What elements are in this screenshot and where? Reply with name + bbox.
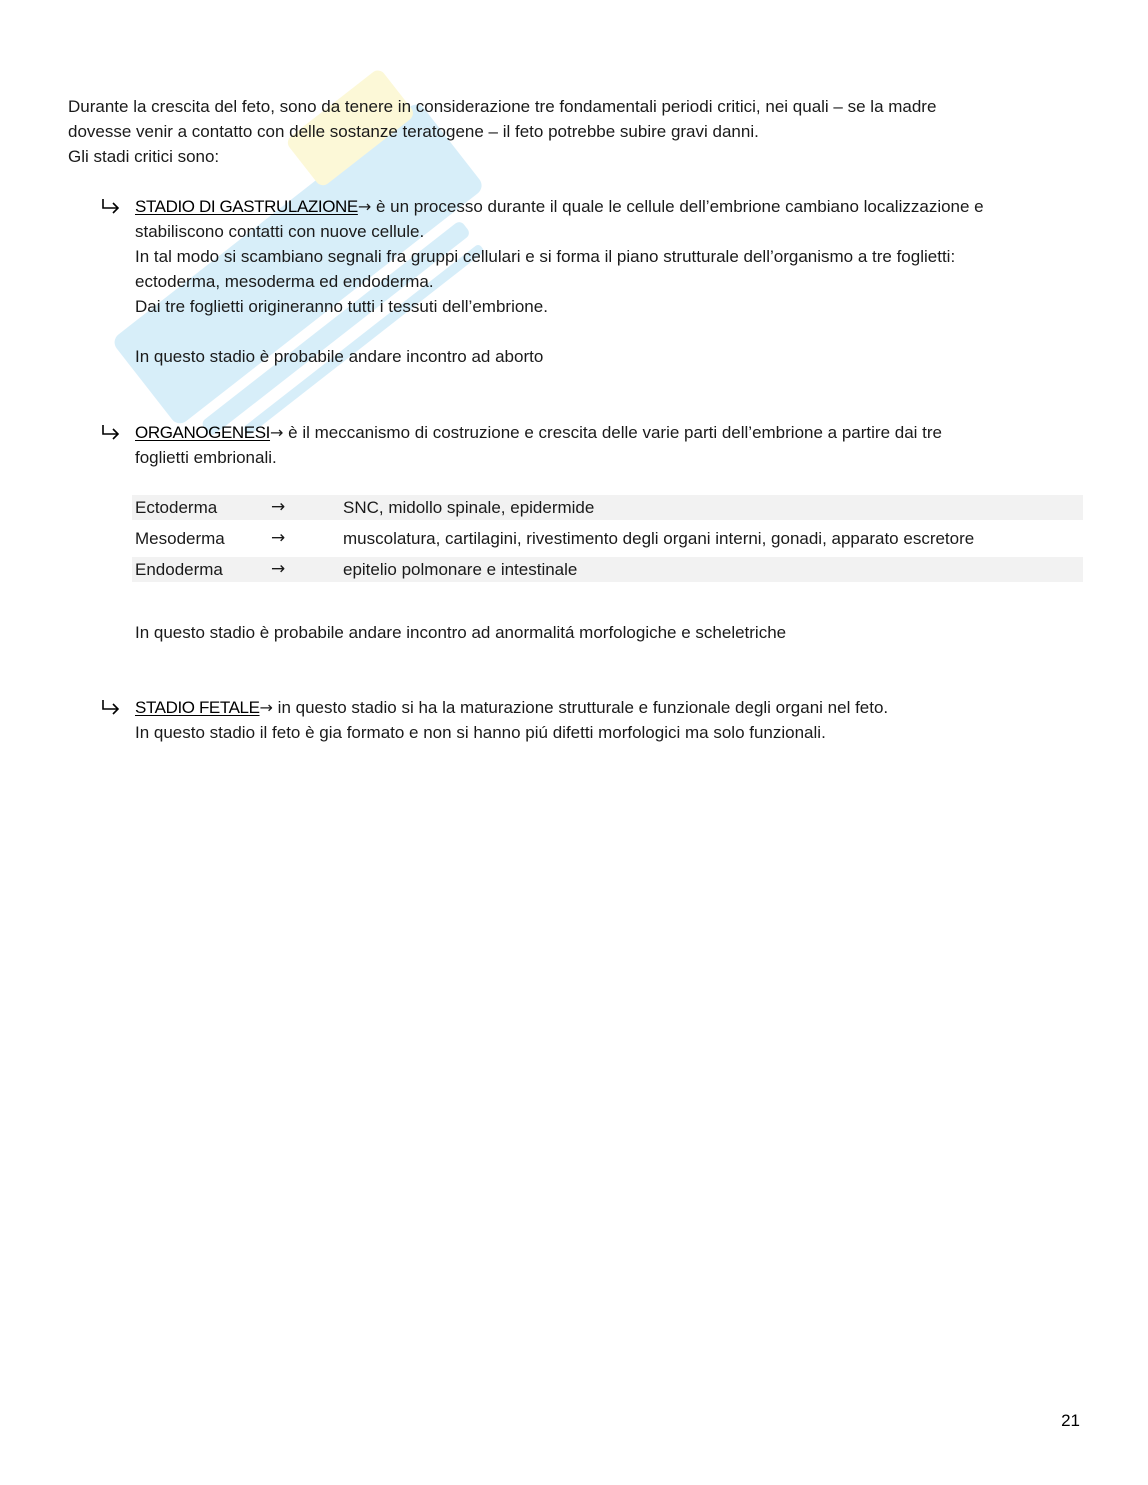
hook-arrow-icon	[96, 695, 126, 720]
section-conclusion: In questo stadio è probabile andare incontro ad anormalitá morfologiche e scheletriche	[135, 623, 787, 642]
section-heading: STADIO DI GASTRULAZIONE	[135, 197, 358, 216]
layer-derivatives: SNC, midollo spinale, epidermide	[340, 495, 1083, 520]
hook-arrow-icon	[96, 420, 126, 445]
right-arrow-icon: →	[271, 528, 286, 548]
section-line: foglietti embrionali.	[135, 448, 277, 467]
table-row	[132, 557, 1083, 582]
section-organogenesi	[96, 420, 1086, 470]
right-arrow-icon: →	[357, 197, 372, 216]
germ-layer-table	[132, 495, 1083, 582]
section-line: stabiliscono contatti con nuove cellule.	[135, 222, 425, 241]
layer-name: Endoderma	[132, 557, 268, 582]
right-arrow-icon: →	[268, 557, 340, 582]
section-line: è un processo durante il quale le cellule dell’embrione cambiano localizzazione e	[371, 197, 984, 216]
layer-name: Ectoderma	[132, 495, 268, 520]
section-line: Dai tre foglietti origineranno tutti i tessuti dell’embrione.	[135, 297, 548, 316]
section-text	[135, 420, 1086, 445]
table-row	[132, 495, 1083, 520]
intro-line: Gli stadi critici sono:	[68, 147, 220, 166]
right-arrow-icon: →	[259, 698, 273, 717]
hook-arrow-icon	[96, 194, 126, 219]
section-heading: ORGANOGENESI	[135, 423, 271, 442]
layer-derivatives: epitelio polmonare e intestinale	[340, 557, 1083, 582]
table-row	[132, 520, 1083, 557]
section-line: è il meccanismo di costruzione e crescita delle varie parti dell’embrione a partire dai tre	[283, 423, 942, 442]
intro-line: Durante la crescita del feto, sono da tenere in considerazione tre fondamentali periodi critici, nei quali – se la madre	[68, 97, 937, 116]
layer-derivatives: muscolatura, cartilagini, rivestimento degli organi interni, gonadi, apparato escretore	[343, 529, 975, 548]
right-arrow-icon: →	[268, 495, 340, 520]
layer-name: Mesoderma	[135, 529, 225, 548]
section-line: In questo stadio il feto è gia formato e non si hanno piú difetti morfologici ma solo funzionali.	[135, 723, 826, 742]
section-line: ectoderma, mesoderma ed endoderma.	[135, 272, 434, 291]
intro-paragraph	[68, 94, 1078, 169]
page-number: 21	[1061, 1411, 1080, 1430]
section-line: in questo stadio si ha la maturazione strutturale e funzionale degli organi nel feto.	[272, 698, 889, 717]
section-line: In tal modo si scambiano segnali fra gruppi cellulari e si forma il piano strutturale dell’organismo a tre foglietti:	[135, 247, 956, 266]
section-gastrulazione	[96, 194, 1086, 369]
section-heading: STADIO FETALE	[135, 698, 260, 717]
section-text	[135, 194, 1086, 219]
section-text	[135, 695, 1086, 720]
section-fetale	[96, 695, 1086, 745]
intro-line: dovesse venir a contatto con delle sostanze teratogene – il feto potrebbe subire gravi danni.	[68, 122, 759, 141]
section-conclusion: In questo stadio è probabile andare incontro ad aborto	[135, 347, 544, 366]
right-arrow-icon: →	[270, 423, 284, 442]
